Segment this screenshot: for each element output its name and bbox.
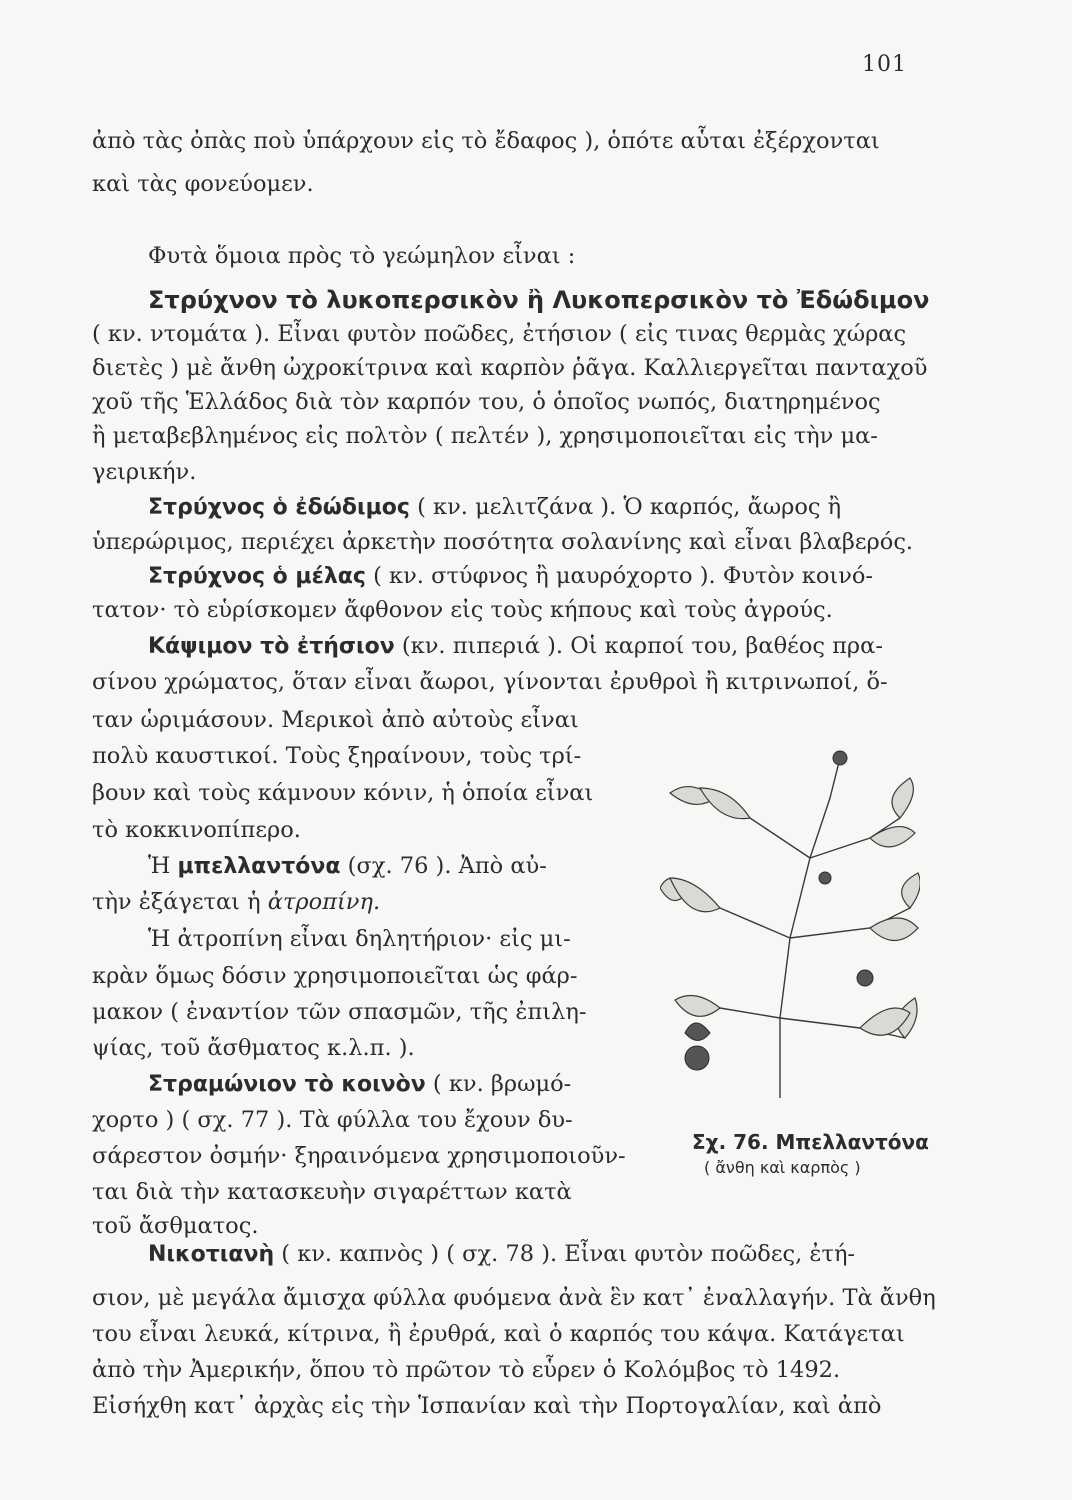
- heading-line: Στρύχνον τὸ λυκοπερσικὸν ἢ Λυκοπερσικὸν τὸ Ἐδώδιμον: [148, 286, 930, 314]
- text-line: βουν καὶ τοὺς κάμνουν κόνιν, ἡ ὁποία εἶναι: [92, 780, 594, 806]
- text-line: ται διὰ τὴν κατασκευὴν σιγαρέττων κατὰ: [92, 1179, 572, 1205]
- text-line: ( κν. ντομάτα ). Εἶναι φυτὸν ποῶδες, ἐτήσιον ( εἰς τινας θερμὰς χώρας: [92, 321, 907, 347]
- text-fragment: (κν. πιπεριά ). Οἱ καρποί του, βαθέος πρα-: [394, 633, 883, 659]
- term-bold: Νικοτιανὴ: [148, 1242, 275, 1267]
- text-line: κρὰν ὅμως δόσιν χρησιμοποιεῖται ὡς φάρ-: [92, 963, 578, 989]
- term-bold: Στρύχνος ὁ μέλας: [148, 564, 366, 589]
- text-line: [92, 888, 380, 917]
- text-line: ἢ μεταβεβλημένος εἰς πολτὸν ( πελτέν ), χρησιμοποιεῖται εἰς τὴν μα-: [92, 423, 878, 449]
- text-line: καὶ τὰς φονεύομεν.: [92, 171, 314, 197]
- text-line: τὸ κοκκινοπίπερο.: [92, 817, 301, 843]
- text-line: ἀπὸ τὴν Ἀμερικήν, ὅπου τὸ πρῶτον τὸ εὗρεν ὁ Κολόμβος τὸ 1492.: [92, 1357, 841, 1383]
- text-line: σιον, μὲ μεγάλα ἄμισχα φύλλα φυόμενα ἀνὰ ἓν κατ᾽ ἐναλλαγήν. Τὰ ἄνθη: [92, 1285, 936, 1311]
- text-line: [148, 632, 883, 661]
- term-bold: Στραμώνιον τὸ κοινὸν: [148, 1072, 426, 1097]
- text-fragment: ( κν. καπνὸς ) ( σχ. 78 ). Εἶναι φυτὸν ποῶδες, ἐτή-: [274, 1241, 856, 1267]
- text-line: γειρικήν.: [92, 459, 197, 485]
- text-line: [148, 1240, 855, 1269]
- text-line: ἀπὸ τὰς ὀπὰς ποὺ ὑπάρχουν εἰς τὸ ἔδαφος ), ὁπότε αὗται ἐξέρχονται: [92, 128, 880, 154]
- text-line: [148, 852, 547, 881]
- text-line: [148, 562, 873, 591]
- term-bold: Στρύχνος ὁ ἐδώδιμος: [148, 495, 410, 520]
- figure-caption-title: Σχ. 76. Μπελλαντόνα: [692, 1130, 929, 1154]
- text-line: μακον ( ἐναντίον τῶν σπασμῶν, τῆς ἐπιλη-: [92, 999, 587, 1025]
- term-bold: μπελλαντόνα: [177, 854, 341, 879]
- text-line: Ἡ ἀτροπίνη εἶναι δηλητήριον· εἰς μι-: [148, 926, 571, 952]
- page-number: 101: [862, 52, 907, 77]
- text-line: χοῦ τῆς Ἑλλάδος διὰ τὸν καρπόν του, ὁ ὁποῖος νωπός, διατηρημένος: [92, 389, 881, 415]
- text-fragment: ( κν. μελιτζάνα ). Ὁ καρπός, ἄωρος ἢ: [409, 494, 842, 520]
- text-fragment: (σχ. 76 ). Ἀπὸ αὐ-: [340, 853, 547, 879]
- text-line: Φυτὰ ὅμοια πρὸς τὸ γεώμηλον εἶναι :: [148, 243, 576, 269]
- text-fragment: τὴν ἐξάγεται ἡ: [92, 889, 268, 915]
- text-line: του εἶναι λευκά, κίτρινα, ἢ ἐρυθρά, καὶ ὁ καρπός του κάψα. Κατάγεται: [92, 1321, 905, 1347]
- text-line: Εἰσήχθη κατ᾽ ἀρχὰς εἰς τὴν Ἱσπανίαν καὶ τὴν Πορτογαλίαν, καὶ ἀπὸ: [92, 1393, 882, 1419]
- text-line: διετὲς ) μὲ ἄνθη ὠχροκίτρινα καὶ καρπὸν ῥᾶγα. Καλλιεργεῖται πανταχοῦ: [92, 355, 928, 381]
- text-fragment: ( κν. στύφνος ἢ μαυρόχορτο ). Φυτὸν κοινό-: [365, 563, 874, 589]
- text-line: σίνου χρώματος, ὅταν εἶναι ἄωροι, γίνονται ἐρυθροὶ ἢ κιτρινωποί, ὅ-: [92, 669, 888, 695]
- text-line: χορτο ) ( σχ. 77 ). Τὰ φύλλα του ἔχουν δυ-: [92, 1107, 573, 1133]
- text-line: ταν ὡριμάσουν. Μερικοὶ ἀπὸ αὐτοὺς εἶναι: [92, 707, 579, 733]
- term-bold: Κάψιμον τὸ ἐτήσιον: [148, 634, 395, 659]
- term-italic: ἀτροπίνη.: [267, 889, 381, 915]
- text-line: [148, 493, 841, 522]
- text-line: ὑπερώριμος, περιέχει ἀρκετὴν ποσότητα σολανίνης καὶ εἶναι βλαβερός.: [92, 529, 914, 555]
- text-line: τατον· τὸ εὑρίσκομεν ἄφθονον εἰς τοὺς κήπους καὶ τοὺς ἀγρούς.: [92, 597, 833, 623]
- belladonna-illustration: [660, 738, 920, 1098]
- text-fragment: ( κν. βρωμό-: [425, 1071, 572, 1097]
- text-fragment: Ἡ: [148, 853, 178, 879]
- figure-caption-subtitle: ( ἄνθη καὶ καρπὸς ): [704, 1158, 861, 1177]
- text-line: [148, 1070, 571, 1099]
- text-line: τοῦ ἄσθματος.: [92, 1213, 259, 1239]
- text-line: ψίας, τοῦ ἄσθματος κ.λ.π. ).: [92, 1035, 415, 1061]
- text-line: σάρεστον ὀσμήν· ξηραινόμενα χρησιμοποιοῦν-: [92, 1143, 626, 1169]
- text-line: πολὺ καυστικοί. Τοὺς ξηραίνουν, τοὺς τρί-: [92, 743, 582, 769]
